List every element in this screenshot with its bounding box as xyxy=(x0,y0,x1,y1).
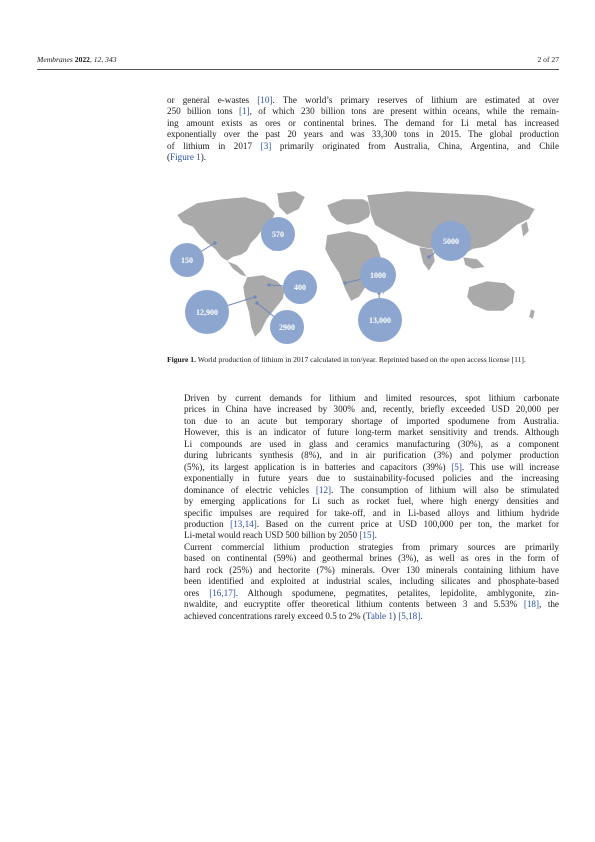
text-line: (Figure 1). xyxy=(167,152,207,163)
country-marker-dot xyxy=(427,255,430,258)
page-number: 2 of 27 xyxy=(537,55,559,64)
production-bubble-label: 1000 xyxy=(370,271,386,280)
text-line: been identified and exploited at industrial scales, including silicates and phosphate-based xyxy=(184,576,559,587)
text-line: by emerging applications for Li such as rocket fuel, where high energy densities and xyxy=(184,496,559,507)
text-line: Li compounds are used in glass and ceramics manufacturing (30%), as a component xyxy=(184,438,559,449)
header-divider xyxy=(37,69,559,70)
journal-year: 2022 xyxy=(74,55,90,64)
citation-link[interactable]: [18] xyxy=(523,599,540,610)
text-line: achieved concentrations rarely exceed 0.5 to 2% (Table 1) [5,18]. xyxy=(184,610,423,621)
country-marker-dot xyxy=(255,301,258,304)
text-line: production [13,14]. Based on the current price at USD 100,000 per ton, the market for xyxy=(184,518,559,529)
caption-text: World production of lithium in 2017 calculated in ton/year. Reprinted based on the open access license [11]. xyxy=(195,355,526,364)
citation-link[interactable]: [15] xyxy=(359,530,375,541)
caption-label: Figure 1. xyxy=(167,355,196,364)
text-line: during lubricants synthesis (8%), and in air purification (3%) and polymer production xyxy=(184,450,559,461)
text-line: (5%), its largest application is in batteries and capacitors (39%) [5]. This use will increase xyxy=(184,461,559,472)
citation-link[interactable]: [1] xyxy=(238,106,250,117)
citation-link[interactable]: Figure 1 xyxy=(170,152,201,163)
citation-link[interactable]: [12] xyxy=(315,484,332,495)
text-line: specific impulses are required for take-off, and in Li-based alloys and lithium hydride xyxy=(184,507,559,518)
country-marker-dot xyxy=(343,281,346,284)
figure-caption xyxy=(167,355,559,365)
running-header xyxy=(37,54,559,66)
country-marker-dot xyxy=(267,283,270,286)
paragraph-production xyxy=(167,542,559,622)
journal-name: Membranes xyxy=(37,55,73,64)
text-line: nwaldite, and eucryptite offer theoretical lithium contents between 3 and 5.53% [18], the xyxy=(184,599,559,610)
text-line: ing amount exists as ores or continental brines. The demand for Li metal has increased xyxy=(167,117,559,128)
greenland-land xyxy=(277,191,305,215)
production-bubble-label: 400 xyxy=(294,283,306,292)
world-lithium-map-figure xyxy=(167,185,559,345)
india-land xyxy=(419,247,435,271)
text-line: or general e-wastes [10]. The world’s primary reserves of lithium are estimated at over xyxy=(167,95,560,105)
country-marker-dot xyxy=(253,295,256,298)
text-line: of lithium in 2017 [3] primarily originated from Australia, China, Argentina, and Chile xyxy=(167,140,559,151)
production-bubble-label: 13,000 xyxy=(369,316,391,325)
journal-volume: , 12, 343 xyxy=(89,55,117,64)
text-line: ton due to an acute but temporary shortage of imported spodumene from Australia. xyxy=(184,415,559,426)
country-marker-dot xyxy=(213,241,216,244)
text-line: exponentially in future years due to sustainability-focused policies and the increasing xyxy=(184,473,559,484)
citation-link[interactable]: [16,17] xyxy=(209,587,236,598)
central-america-land xyxy=(227,261,247,277)
text-line: Li-metal would reach USD 500 billion by 2050 [15]. xyxy=(184,530,377,541)
text-line: exponentially over the past 20 years and was 33,300 tons in 2015. The global production xyxy=(167,129,559,140)
text-line: dominance of electric vehicles [12]. The consumption of lithium will also be stimulated xyxy=(184,484,559,495)
southeast-asia-land xyxy=(463,257,485,269)
citation-link[interactable]: [10] xyxy=(257,95,273,105)
citation-link[interactable]: Table 1 xyxy=(365,610,393,621)
production-bubble-label: 12,900 xyxy=(196,308,218,317)
paragraph-intro xyxy=(167,95,559,164)
australia-land xyxy=(467,281,515,311)
production-bubble-label: 2900 xyxy=(279,323,295,332)
japan-land xyxy=(521,221,529,237)
text-line: Driven by current demands for lithium and limited resources, spot lithium carbonate xyxy=(184,393,559,403)
production-bubble-label: 5000 xyxy=(443,237,459,246)
world-map-svg xyxy=(167,185,559,345)
text-line: prices in China have increased by 300% and, recently, briefly exceeded USD 20,000 per xyxy=(184,404,559,415)
text-line: hard rock (25%) and hectorite (7%) minerals. Over 130 minerals containing lithium have xyxy=(184,564,559,575)
world-landmasses xyxy=(177,191,535,337)
citation-link[interactable]: [5] xyxy=(451,461,462,472)
text-line: ores [16,17]. Although spodumene, pegmatites, petalites, lepidolite, amblygonite, zin- xyxy=(184,587,560,598)
europe-land xyxy=(327,199,373,225)
citation-link[interactable]: [13,14] xyxy=(230,518,257,529)
text-line: based on continental (59%) and geothermal brines (3%), as well as ores in the form of xyxy=(184,553,559,564)
text-line: However, this is an indicator of future long-term market sensitivity and trends. Although xyxy=(184,427,559,438)
journal-citation xyxy=(37,54,117,66)
citation-link[interactable]: [3] xyxy=(260,140,272,151)
production-bubble-label: 570 xyxy=(272,230,284,239)
production-bubble-label: 150 xyxy=(181,256,193,265)
citation-link[interactable]: [5,18] xyxy=(398,610,421,621)
new-zealand-land xyxy=(529,309,535,319)
paragraph-demand xyxy=(167,393,559,542)
text-line: 250 billion tons [1], of which 230 billion tons are present within oceans, while the remain- xyxy=(167,106,559,117)
text-line: Current commercial lithium production strategies from primary sources are primarily xyxy=(184,542,559,552)
